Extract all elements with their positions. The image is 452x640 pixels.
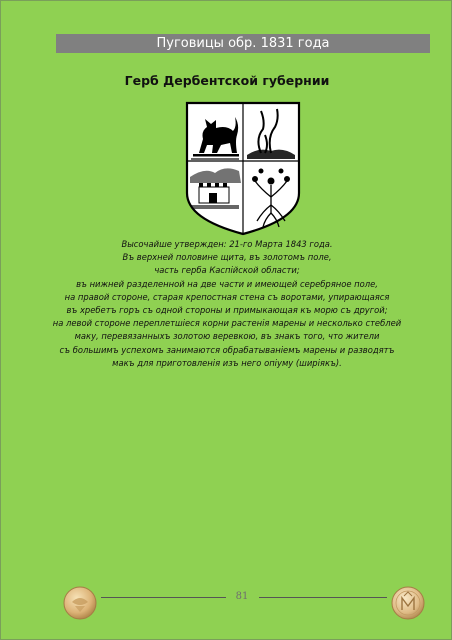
description-text <box>41 238 413 370</box>
gold-coin-icon <box>63 586 97 620</box>
coat-of-arms-icon <box>185 101 301 236</box>
description-line: Въ верхней половине щита, въ золотомъ поле, <box>122 252 332 263</box>
header-title: Пуговицы обр. 1831 года <box>156 36 330 51</box>
description-line: часть герба Каспiйской области; <box>154 265 300 276</box>
footer-divider-right <box>259 597 387 598</box>
description-line: въ нижней разделенной на две части и имеющей серебряное поле, <box>76 278 378 289</box>
description-line: макъ для приготовленiя изъ него опiуму (ширiякъ). <box>112 357 342 368</box>
description-line: маку, перевязанныхъ золотою веревкою, въ знакъ того, что жители <box>74 331 380 342</box>
description-line: Высочайше утвержден: 21-го Марта 1843 года. <box>121 239 333 249</box>
description-line: съ большимъ успехомъ занимаются обрабатыванiемъ марены и разводятъ <box>59 344 395 355</box>
monogram-medallion-icon <box>391 586 425 620</box>
description-line: на правой стороне, старая крепостная стена съ воротами, упирающаяся <box>64 291 390 302</box>
description-line: на левой стороне переплетшiеся корни растенiя марены и несколько стеблей <box>52 318 402 329</box>
footer-divider-left <box>101 597 226 598</box>
header-bar <box>56 34 430 53</box>
description-line: въ хребетъ горъ съ одной стороны и примыкающая къ морю съ другой; <box>66 305 388 316</box>
page-number: 81 <box>235 591 249 602</box>
section-title: Герб Дербентской губернии <box>124 73 330 88</box>
